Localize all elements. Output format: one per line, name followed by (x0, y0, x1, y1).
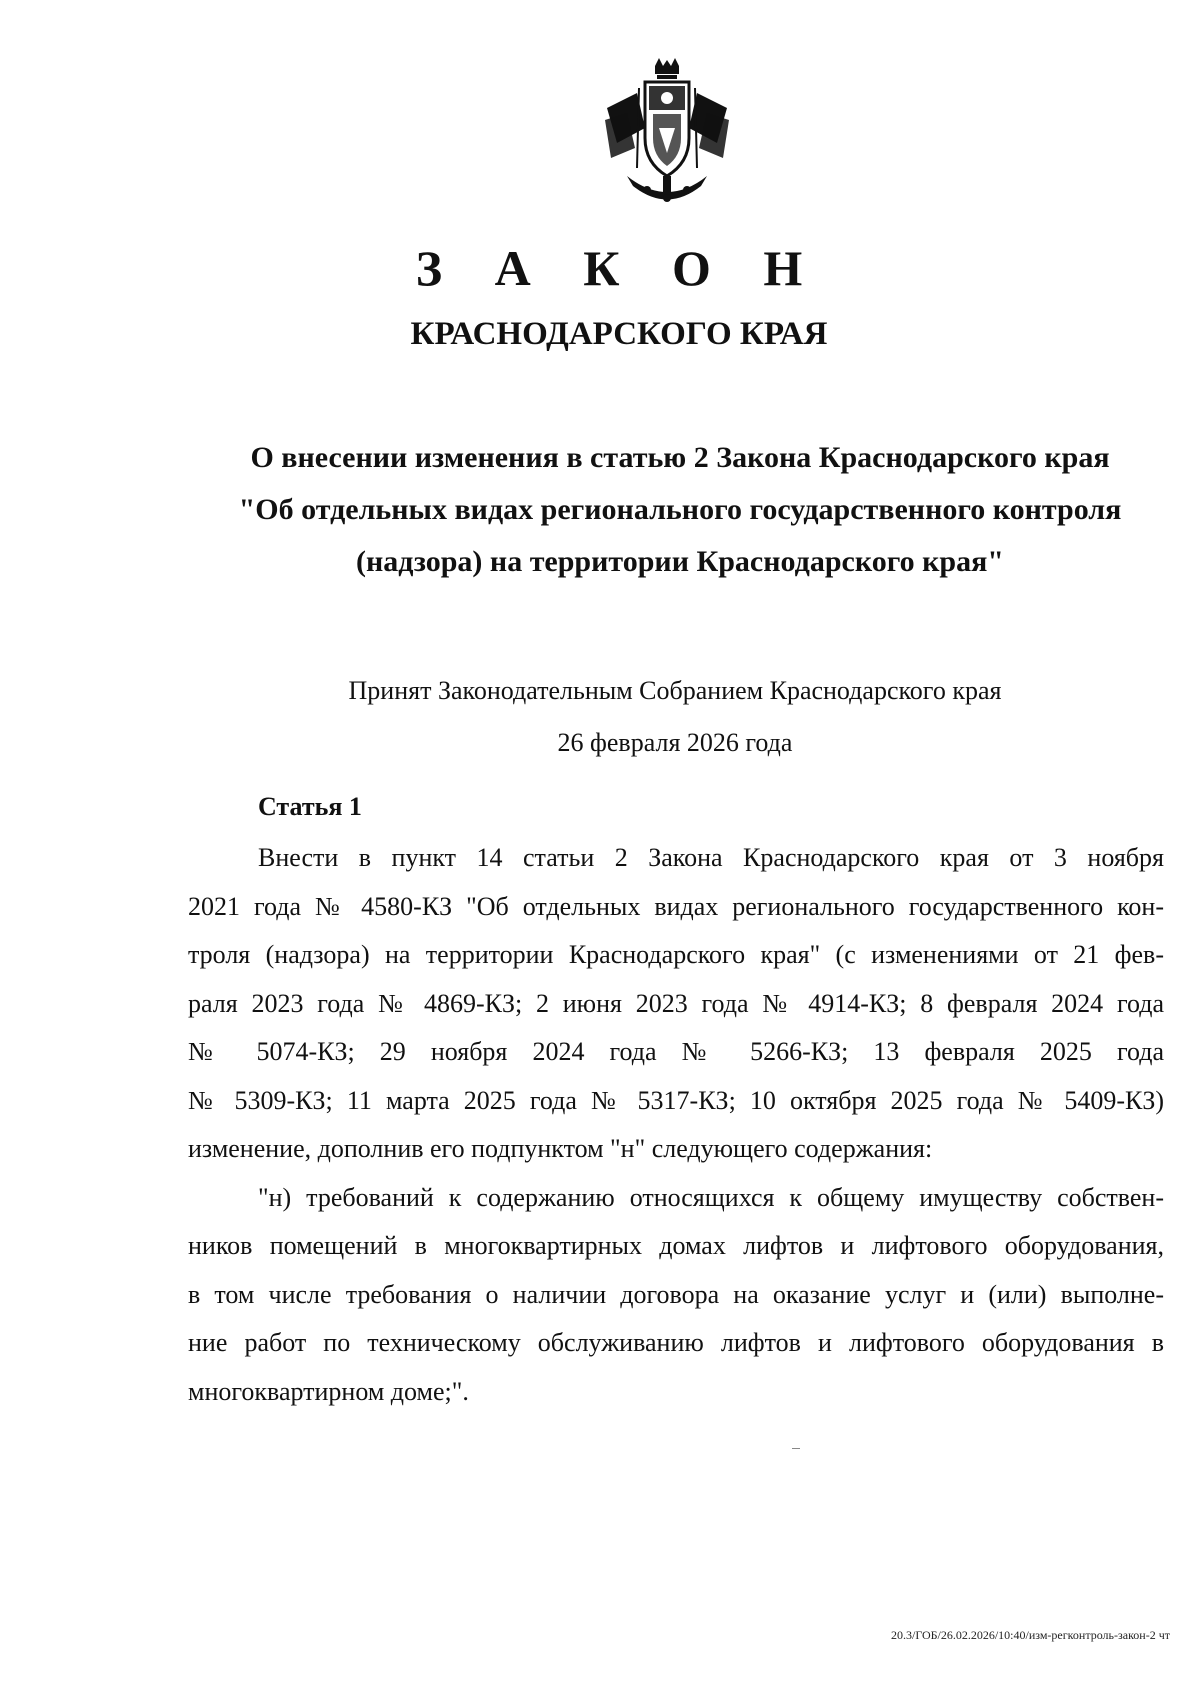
paragraph-line: ние работ по техническому обслуживанию лифтов и лифтового оборудования в (188, 1328, 1164, 1357)
paragraph-line: 2021 года № 4580-КЗ "Об отдельных видах регионального государственного кон- (188, 891, 1164, 921)
paragraph-line: № 5309-КЗ; 11 марта 2025 года № 5317-КЗ; 10 октября 2025 года № 5409-КЗ) (188, 1085, 1164, 1115)
document-title: З А К О Н (415, 240, 823, 296)
paragraph-line: раля 2023 года № 4869-КЗ; 2 июня 2023 года № 4914-КЗ; 8 февраля 2024 года (188, 988, 1164, 1018)
coat-of-arms-icon (597, 58, 737, 208)
paragraph-line: многоквартирном доме;". (188, 1376, 469, 1406)
article-body (188, 834, 1164, 1416)
paragraph-line: изменение, дополнив его подпунктом "н" следующего содержания: (188, 1134, 933, 1163)
paragraph-line: № 5074-КЗ; 29 ноября 2024 года № 5266-КЗ; 13 февраля 2025 года (188, 1037, 1164, 1066)
adoption-date: 26 февраля 2026 года (557, 728, 793, 757)
article-heading: Статья 1 (258, 792, 362, 821)
law-name-line: О внесении изменения в статью 2 Закона Краснодарского края (250, 441, 1110, 474)
law-name-line: "Об отдельных видах регионального государственного контроля (238, 493, 1122, 526)
paragraph-line: ников помещений в многоквартирных домах лифтов и лифтового оборудования, (188, 1231, 1164, 1260)
paragraph-line: троля (надзора) на территории Краснодарского края" (с изменениями от 21 фев- (188, 940, 1164, 969)
adoption-body: Принят Законодательным Собранием Краснодарского края (348, 676, 1002, 705)
paragraph-line: "н) требований к содержанию относящихся к общему имуществу собствен- (258, 1182, 1164, 1212)
law-name (190, 432, 1170, 588)
paragraph-line: Внести в пункт 14 статьи 2 Закона Краснодарского края от 3 ноября (258, 843, 1164, 872)
document-subtitle: КРАСНОДАРСКОГО КРАЯ (410, 316, 828, 352)
adoption-note (280, 665, 1070, 769)
footer-code: 20.3/ГОБ/26.02.2026/10:40/изм-регконтроль-закон-2 чт (890, 1628, 1170, 1642)
scan-mark (792, 1448, 800, 1449)
law-name-line: (надзора) на территории Краснодарского края" (356, 545, 1004, 578)
paragraph-line: в том числе требования о наличии договора на оказание услуг и (или) выполне- (188, 1279, 1164, 1309)
